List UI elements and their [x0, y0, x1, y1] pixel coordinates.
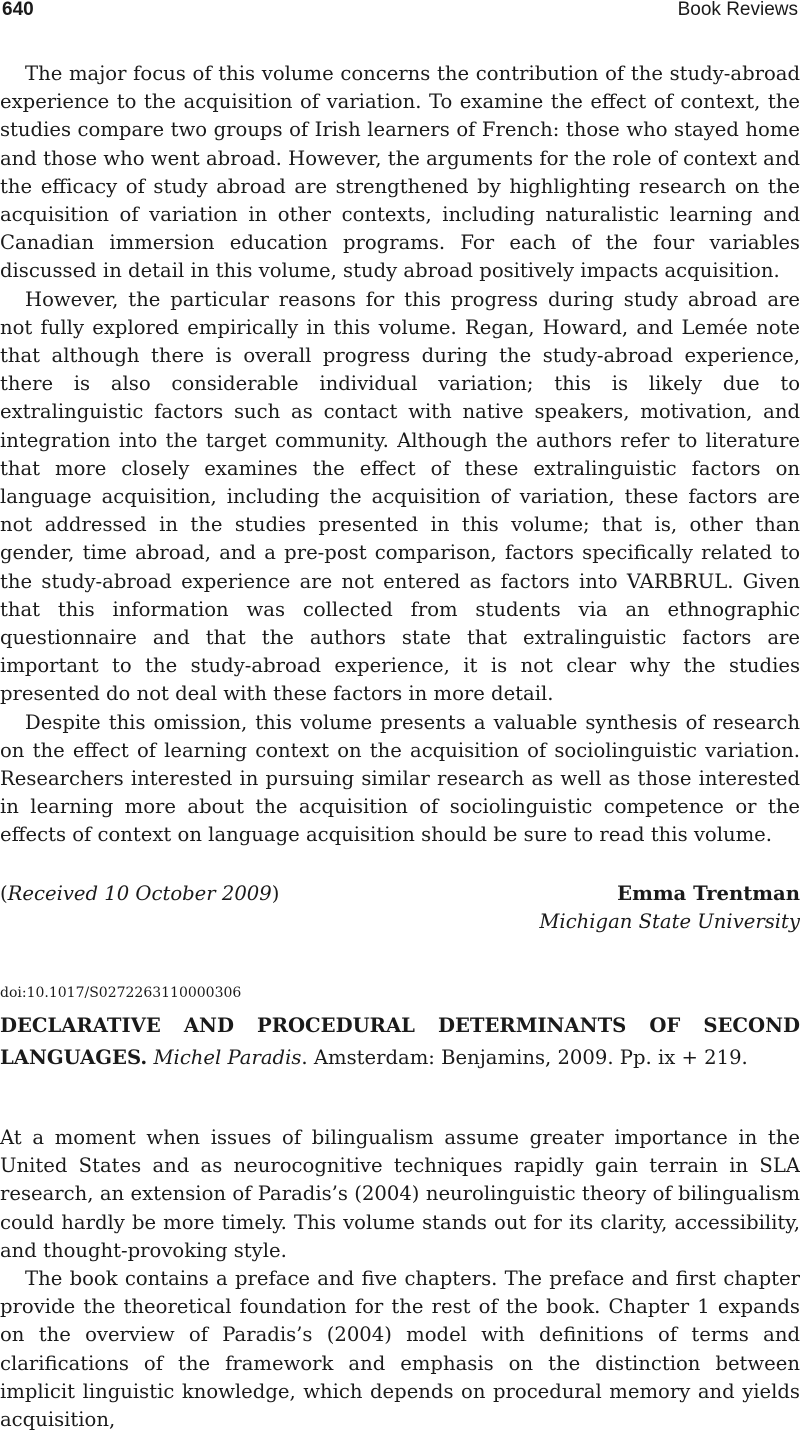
paragraph: At a moment when issues of bilingualism assume greater importance in the United States and as neurocognitive techniques rapidly gain terrain in SLA research, an extension of Paradis’s (2004) neurolinguistic theory of bilingualism could hardly be more timely. This volume stands out for its clarity, accessibility, and thought-provoking style.	[0, 1126, 800, 1262]
paragraph: The book contains a preface and five chapters. The preface and first chapter provide the theoretical foundation for the rest of the book. Chapter 1 expands on the overview of Paradis’s (2004) model with definitions of terms and clarifications of the framework and emphasis on the distinction between implicit linguistic knowledge, which depends on procedural memory and yields acquisition,	[0, 1267, 800, 1432]
paragraph: The major focus of this volume concerns the contribution of the study-abroad experience to the acquisition of variation. To examine the effect of context, the studies compare two groups of Irish learners of French: those who stayed home and those who went abroad. However, the arguments for the role of context and the efficacy of study abroad are strengthened by highlighting research on the acquisition of variation in other contexts, including naturalistic learning and Canadian immersion education programs. For each of the four variables discussed in detail in this volume, study abroad positively impacts acquisition.	[0, 62, 800, 283]
book-author: Michel Paradis	[153, 1046, 302, 1069]
review-signature	[0, 880, 800, 938]
paragraph: However, the particular reasons for this progress during study abroad are not fully explored empirically in this volume. Regan, Howard, and Lemée note that although there is overall progress during the study-abroad experience, there is also considerable individual variation; this is likely due to extralinguistic factors such as contact with native speakers, motivation, and integration into the target community. Although the authors refer to literature that more closely examines the effect of these extralinguistic factors on language acquisition, including the acquisition of variation, these factors are not addressed in the studies presented in this volume; that is, other than gender, time abroad, and a pre-post comparison, factors specifically related to the study-abroad experience are not entered as factors into VARBRUL. Given that this information was collected from students via an ethnographic questionnaire and that the authors state that extralinguistic factors are important to the study-abroad experience, it is not clear why the studies presented do not deal with these factors in more detail.	[0, 287, 800, 706]
review-body	[0, 60, 800, 938]
review-body-2	[0, 1124, 800, 1434]
reviewer-affiliation: Michigan State University	[539, 909, 800, 933]
page-header	[0, 0, 800, 26]
paragraph: Despite this omission, this volume presents a valuable synthesis of research on the effect of learning context on the acquisition of sociolinguistic variation. Researchers interested in pursuing similar research as well as those interested in learning more about the acquisition of sociolinguistic competence or the effects of context on language acquisition should be sure to read this volume.	[0, 710, 800, 847]
doi: doi:10.1017/S0272263110000306	[0, 985, 242, 1001]
running-head: Book Reviews	[677, 0, 798, 20]
book-citation	[0, 1010, 800, 1074]
reviewer-name: Emma Trentman	[617, 881, 800, 905]
page-number: 640	[2, 0, 34, 20]
received-date: (Received 10 October 2009)	[0, 881, 280, 905]
book-title: DECLARATIVE AND PROCEDURAL DETERMINANTS OF SECOND LANGUAGES.	[0, 1014, 800, 1069]
publisher-info: . Amsterdam: Benjamins, 2009. Pp. ix + 219.	[301, 1046, 748, 1069]
